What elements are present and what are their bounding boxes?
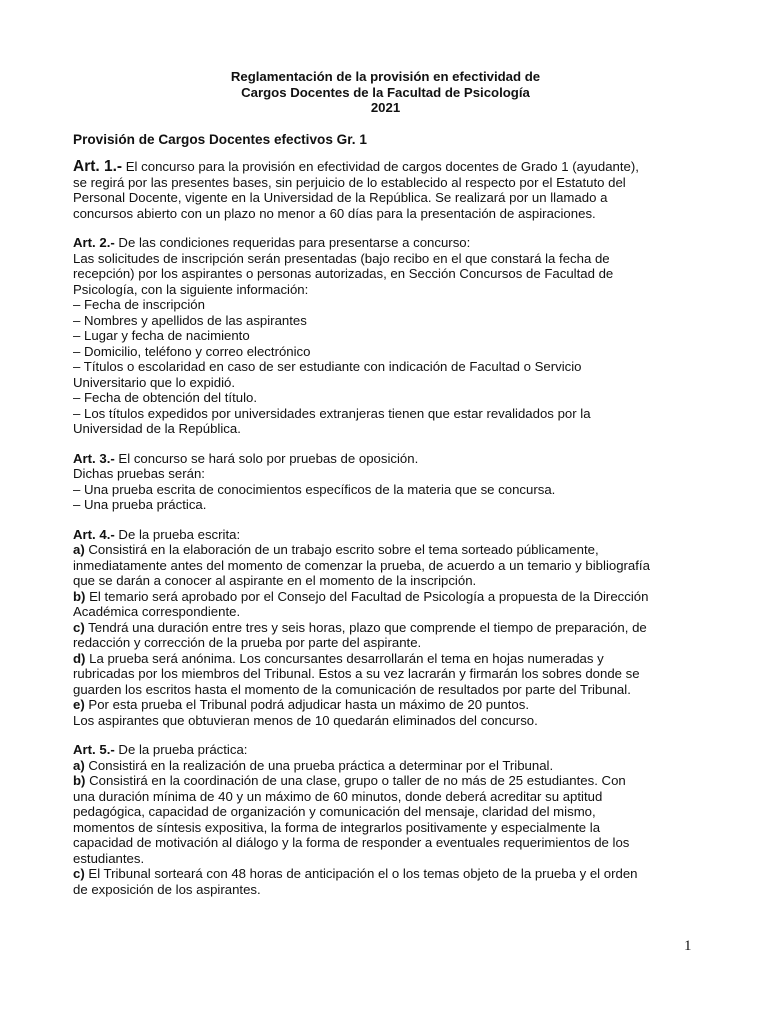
list-item: ‒ Domicilio, teléfono y correo electrónico [73, 343, 311, 359]
article-label: Art. 1.- [73, 158, 123, 175]
page-number: 1 [684, 938, 692, 954]
article-line: rubricadas por los miembros del Tribunal. Estos a su vez lacrarán y firmarán los sobres donde se [73, 666, 640, 681]
item-text: Consistirá en la elaboración de un trabajo escrito sobre el tema sorteado públicamente, [84, 542, 599, 557]
item-text: La prueba será anónima. Los concursantes desarrollarán el tema en hojas numeradas y [85, 650, 604, 666]
article-line: guarden los escritos hasta el momento de la comunicación de resultados por parte del Tribunal. [73, 681, 631, 697]
article-3 [73, 451, 698, 513]
title-line-1: Reglamentación de la provisión en efectividad de [230, 69, 541, 84]
article-line [73, 651, 698, 667]
article-2 [73, 235, 698, 437]
list-item: ‒ Fecha de obtención del título. [73, 390, 258, 405]
article-line [73, 542, 698, 558]
article-line: Académica correspondiente. [73, 604, 241, 619]
item-label: d) [73, 650, 86, 666]
item-label: b) [73, 773, 86, 788]
article-line: Psicología, con la siguiente información: [73, 281, 309, 297]
list-item: ‒ Una prueba práctica. [73, 497, 207, 512]
article-line [73, 866, 698, 882]
article-text: De la prueba práctica: [114, 742, 248, 757]
article-line: inmediatamente antes del momento de comenzar la prueba, de acuerdo a un temario y bibliografía [73, 557, 650, 573]
article-line [73, 620, 698, 636]
item-label: c) [73, 619, 85, 635]
item-label: e) [73, 697, 85, 712]
article-5 [73, 742, 698, 897]
article-line [73, 697, 698, 713]
item-label: a) [73, 542, 85, 557]
article-line: capacidad de motivación al diálogo y la forma de responder a eventuales requerimientos de los [73, 835, 630, 850]
article-line: que se darán a conocer al aspirante en el momento de la inscripción. [73, 573, 477, 588]
article-label: Art. 4.- [73, 526, 115, 542]
article-4 [73, 527, 698, 729]
item-text: El temario será aprobado por el Consejo del Facultad de Psicología a propuesta de la Dirección [85, 588, 649, 604]
article-line [73, 235, 698, 251]
section-heading: Provisión de Cargos Docentes efectivos Gr. 1 [73, 131, 367, 147]
document-title [73, 69, 698, 116]
article-text: El concurso para la provisión en efectividad de cargos docentes de Grado 1 (ayudante), [122, 159, 639, 174]
document-page [73, 69, 698, 897]
article-line: pedagógica, capacidad de organización y comunicación del mensaje, claridad del mismo, [73, 804, 596, 819]
article-label: Art. 3.- [73, 450, 115, 466]
article-line: recepción) por los aspirantes o personas autorizadas, en Sección Concursos de Facultad de [73, 266, 614, 281]
list-item: ‒ Títulos o escolaridad en caso de ser estudiante con indicación de Facultad o Servicio [73, 359, 582, 374]
article-line [73, 159, 698, 175]
article-line: estudiantes. [73, 850, 145, 866]
article-text: De las condiciones requeridas para presentarse a concurso: [114, 235, 471, 250]
article-line: redacción y corrección de la prueba por parte del aspirante. [73, 635, 422, 650]
list-item: ‒ Lugar y fecha de nacimiento [73, 328, 250, 343]
article-line [73, 589, 698, 605]
article-line: una duración mínima de 40 y un máximo de 60 minutos, donde deberá acreditar su aptitud [73, 788, 603, 804]
item-label: b) [73, 588, 86, 604]
article-text: El concurso se hará solo por pruebas de oposición. [114, 450, 419, 466]
article-line [73, 742, 698, 758]
article-line: Universitario que lo expidió. [73, 374, 235, 390]
article-line: Personal Docente, vigente en la Universidad de la República. Se realizará por un llamado a [73, 190, 608, 205]
list-item: ‒ Nombres y apellidos de las aspirantes [73, 312, 307, 328]
item-text: El Tribunal sorteará con 48 horas de anticipación el o los temas objeto de la prueba y el orden [84, 866, 638, 881]
article-line: de exposición de los aspirantes. [73, 881, 261, 897]
item-text: Consistirá en la realización de una prueba práctica a determinar por el Tribunal. [84, 757, 554, 773]
article-1 [73, 159, 698, 221]
item-label: a) [73, 757, 85, 773]
article-text: De la prueba escrita: [114, 526, 241, 542]
article-line: Las solicitudes de inscripción serán presentadas (bajo recibo en el que constará la fecha de [73, 250, 610, 266]
article-line: momentos de síntesis expositiva, la forma de integrarlos positivamente y especialmente la [73, 819, 601, 835]
article-line [73, 451, 698, 467]
article-line [73, 527, 698, 543]
article-line [73, 773, 698, 789]
title-year: 2021 [370, 100, 401, 115]
article-line: Dichas pruebas serán: [73, 466, 205, 481]
list-item: ‒ Los títulos expedidos por universidades extranjeras tienen que estar revalidados por la [73, 405, 591, 421]
article-line: Universidad de la República. [73, 421, 241, 436]
article-line [73, 758, 698, 774]
item-text: Consistirá en la coordinación de una clase, grupo o taller de no más de 25 estudiantes. Con [85, 773, 626, 788]
item-text: Tendrá una duración entre tres y seis horas, plazo que comprende el tiempo de preparación, de [84, 619, 647, 635]
article-label: Art. 2.- [73, 235, 115, 250]
article-label: Art. 5.- [73, 742, 115, 757]
item-label: c) [73, 866, 85, 881]
list-item: ‒ Una prueba escrita de conocimientos específicos de la materia que se concursa. [73, 481, 556, 497]
item-text: Por esta prueba el Tribunal podrá adjudicar hasta un máximo de 20 puntos. [84, 697, 529, 712]
title-line-2: Cargos Docentes de la Facultad de Psicología [241, 84, 530, 100]
article-line: Los aspirantes que obtuvieran menos de 10 quedarán eliminados del concurso. [73, 712, 538, 728]
list-item: ‒ Fecha de inscripción [73, 297, 205, 312]
article-line: concursos abierto con un plazo no menor a 60 días para la presentación de aspiraciones. [73, 205, 596, 221]
article-line: se regirá por las presentes bases, sin perjuicio de lo establecido al respecto por el Estatuto del [73, 174, 626, 190]
